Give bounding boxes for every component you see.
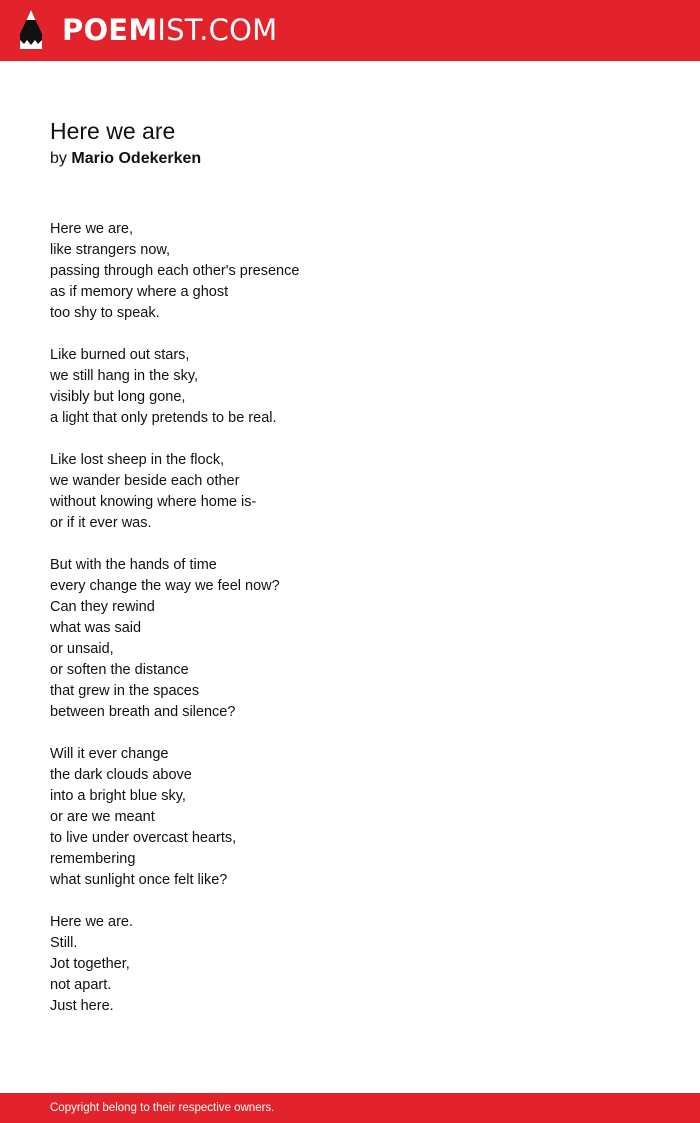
poem-line: without knowing where home is- <box>50 494 257 510</box>
copyright-text: Copyright belong to their respective owners. <box>50 1102 275 1114</box>
poem-line: But with the hands of time <box>50 557 217 573</box>
poem-line: or unsaid, <box>50 641 114 657</box>
by-label: by <box>50 150 67 167</box>
pencil-tip-icon[interactable] <box>18 9 44 51</box>
site-header <box>0 0 700 61</box>
poem-line: the dark clouds above <box>50 767 192 783</box>
poem-line: a light that only pretends to be real. <box>50 410 277 426</box>
poem-stanza <box>50 555 299 723</box>
site-logo[interactable] <box>62 13 277 47</box>
poem-line: visibly but long gone, <box>50 389 186 405</box>
poem-line: Here we are, <box>50 221 134 237</box>
poem-stanza <box>50 744 299 891</box>
poem-body <box>50 219 299 1038</box>
poem-line: Jot together, <box>50 956 130 972</box>
poem-line: Will it ever change <box>50 746 169 762</box>
poem-stanza <box>50 345 299 429</box>
poem-line: not apart. <box>50 977 112 993</box>
byline <box>50 149 201 169</box>
poem-line: we wander beside each other <box>50 473 240 489</box>
poem-stanza <box>50 912 299 1017</box>
poem-line: that grew in the spaces <box>50 683 200 699</box>
poem-line: between breath and silence? <box>50 704 236 720</box>
poem-line: every change the way we feel now? <box>50 578 280 594</box>
poem-stanza <box>50 450 299 534</box>
poem-line: too shy to speak. <box>50 305 160 321</box>
poem-line: or soften the distance <box>50 662 189 678</box>
poem-line: Just here. <box>50 998 114 1014</box>
poem-line: like strangers now, <box>50 242 171 258</box>
site-footer <box>0 1093 700 1123</box>
poem-line: to live under overcast hearts, <box>50 830 237 846</box>
logo-text-light: IST.COM <box>157 13 278 47</box>
poem-line: into a bright blue sky, <box>50 788 186 804</box>
poem-line: remembering <box>50 851 136 867</box>
poem-line: passing through each other's presence <box>50 263 300 279</box>
poem-line: Still. <box>50 935 78 951</box>
poem-line: what sunlight once felt like? <box>50 872 228 888</box>
poem-line: what was said <box>50 620 142 636</box>
poem-line: Here we are. <box>50 914 134 930</box>
poem-line: Can they rewind <box>50 599 155 615</box>
poem-title: Here we are <box>50 118 176 144</box>
poem-line: or are we meant <box>50 809 155 825</box>
poem-line: or if it ever was. <box>50 515 152 531</box>
logo-text-bold: POEM <box>62 13 158 47</box>
author-name: Mario Odekerken <box>71 150 202 167</box>
poem-line: Like burned out stars, <box>50 347 190 363</box>
poem-line: as if memory where a ghost <box>50 284 229 300</box>
poem-line: Like lost sheep in the flock, <box>50 452 225 468</box>
poem-line: we still hang in the sky, <box>50 368 199 384</box>
poem-stanza <box>50 219 299 324</box>
